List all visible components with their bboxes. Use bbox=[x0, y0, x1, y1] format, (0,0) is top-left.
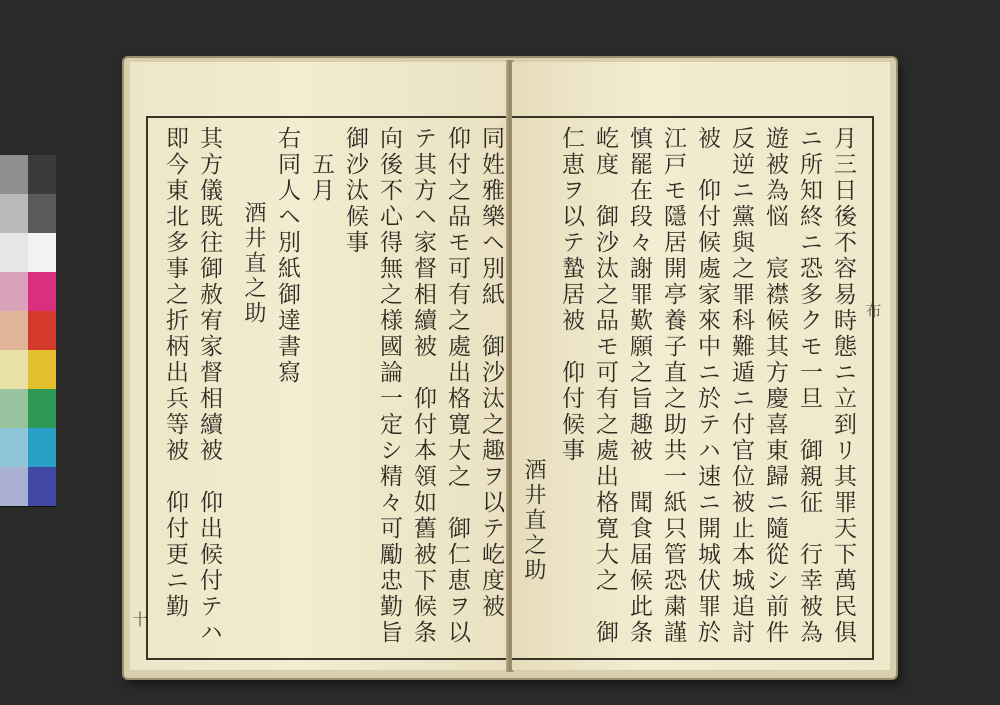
color-calibration-card bbox=[0, 155, 56, 507]
text-column: 御沙汰候事 bbox=[342, 126, 368, 256]
text-column: 其方儀既往御赦宥家督相續被 仰出候付テハ bbox=[196, 126, 222, 646]
color-swatch bbox=[0, 311, 28, 350]
color-swatch bbox=[0, 350, 28, 389]
color-swatch bbox=[28, 311, 56, 350]
text-column: 遊被為悩 宸襟候其方慶喜東歸ニ隨從シ前件 bbox=[762, 126, 788, 646]
color-swatch bbox=[28, 350, 56, 389]
color-swatch bbox=[28, 194, 56, 233]
text-column: 右同人ヘ別紙御達書寫 bbox=[274, 126, 300, 386]
text-column: 被 仰付候處家來中ニ於テハ速ニ開城伏罪於 bbox=[694, 126, 720, 646]
text-column: 江戸モ隱居開亭養子直之助共一紙只管恐粛謹 bbox=[660, 126, 686, 646]
color-swatch bbox=[28, 389, 56, 428]
color-swatch bbox=[0, 272, 28, 311]
text-column: 屹度 御沙汰之品モ可有之處出格寛大之 御 bbox=[592, 126, 618, 646]
left-page bbox=[130, 62, 508, 670]
right-page bbox=[512, 62, 890, 670]
text-column: 五月 bbox=[308, 126, 334, 204]
color-swatch bbox=[0, 428, 28, 467]
text-column: 月三日後不容易時態ニ立到リ其罪天下萬民俱 bbox=[830, 126, 856, 646]
color-swatch bbox=[0, 233, 28, 272]
color-swatch bbox=[28, 155, 56, 194]
color-swatch bbox=[28, 272, 56, 311]
color-swatch bbox=[28, 233, 56, 272]
color-swatch bbox=[28, 428, 56, 467]
text-column: 反逆ニ黨與之罪科難遁ニ付官位被止本城追討 bbox=[728, 126, 754, 646]
signature-column: 酒井直之助 bbox=[521, 458, 546, 583]
text-column: 慎罷在段々謝罪歎願之旨趣被 聞食届候此条 bbox=[626, 126, 652, 646]
text-column: 仁恵ヲ以テ蟄居被 仰付候事 bbox=[558, 126, 584, 464]
text-column: 同姓雅樂ヘ別紙 御沙汰之趣ヲ以テ屹度被 bbox=[478, 126, 504, 620]
open-book bbox=[124, 58, 896, 678]
text-column: 仰付之品モ可有之處出格寛大之 御仁恵ヲ以 bbox=[444, 126, 470, 646]
color-swatch bbox=[0, 467, 28, 506]
text-column: 即今東北多事之折柄出兵等被 仰付更ニ勤 bbox=[162, 126, 188, 620]
color-swatch bbox=[0, 389, 28, 428]
text-column: ニ所知終ニ恐多クモ一旦 御親征 行幸被為 bbox=[796, 126, 822, 646]
text-column: テ其方ヘ家督相續被 仰付本領如舊被下候条 bbox=[410, 126, 436, 646]
color-swatch bbox=[0, 155, 28, 194]
color-swatch bbox=[0, 194, 28, 233]
color-swatch bbox=[28, 467, 56, 506]
signature-column: 酒井直之助 bbox=[241, 126, 266, 326]
page-edge-mark: 布 bbox=[863, 302, 882, 318]
right-page-text-frame bbox=[512, 116, 874, 660]
page-folio: 十 bbox=[132, 610, 149, 629]
text-column: 向後不心得無之様國論一定シ精々可勵忠勤旨 bbox=[376, 126, 402, 646]
left-page-text-frame bbox=[146, 116, 508, 660]
